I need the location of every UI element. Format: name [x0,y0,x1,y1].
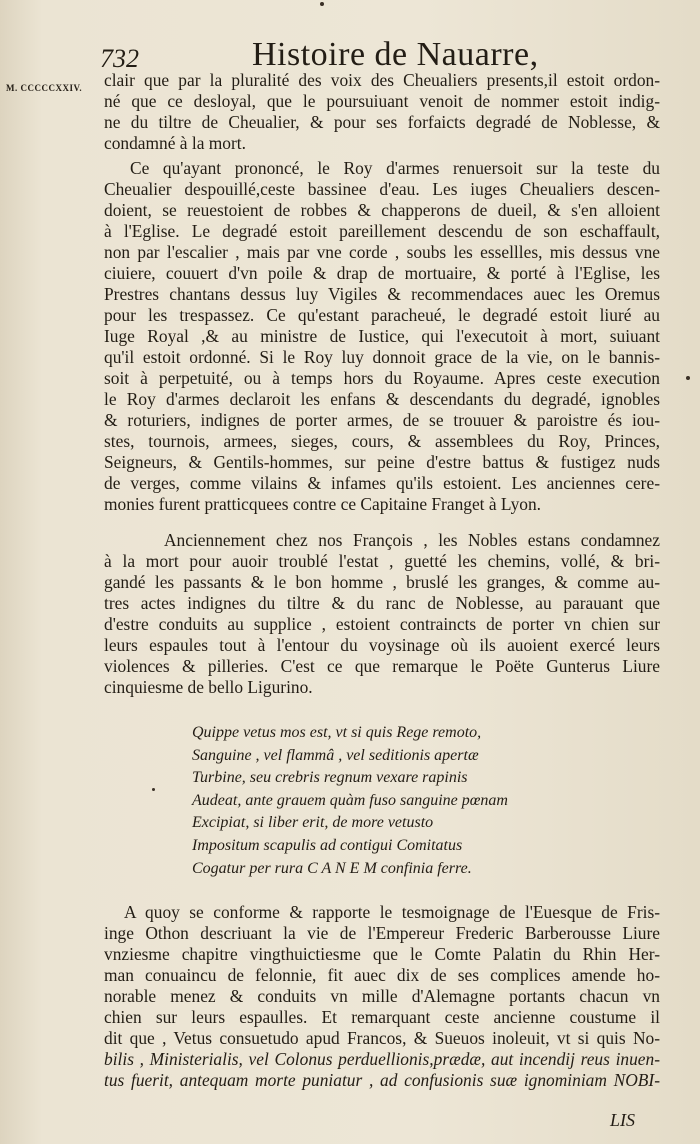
text-line: bilis , Ministerialis, vel Colonus perduellionis,prædæ, aut incendij reus inuen- [104,1049,660,1069]
text-line: clair que par la pluralité des voix des Cheualiers presents,il estoit ordon- [104,70,660,90]
text-line: d'estre conduits au supplice , estoient contraincts de porter vn chien sur [104,614,660,634]
text-line: tus fuerit, antequam morte puniatur , ad confusionis suæ ignominiam NOBI- [104,1070,660,1090]
text-line: à la mort pour auoir troublé l'estat , guetté les chemins, vollé, & bri- [104,551,660,571]
text-line: inge Othon descriuant la vie de l'Empereur Frederic Barberousse Liure [104,923,660,943]
text-line: qu'il estoit ordonné. Si le Roy luy donnoit grace de la vie, on le bannis- [104,347,660,367]
paragraph-2 [104,158,660,515]
text-line: Seigneurs, & Gentils-hommes, sur peine d'estre battus & fustigez nuds [104,452,660,472]
text-line: condamné à la mort. [104,133,246,153]
text-line: dit que , Vetus consuetudo apud Francos, & Sueuos inoleuit, vt si quis No- [104,1028,660,1048]
verse-line: Excipiat, si liber erit, de more vetusto [192,814,434,832]
text-line: monies furent pratticquees contre ce Capitaine Franget à Lyon. [104,494,542,514]
text-line: gandé les passants & le bon homme , bruslé les granges, & comme au- [104,572,660,592]
margin-note-year: M. CCCCCXXIV. [6,83,83,93]
verse-line: Turbine, seu crebris regnum vexare rapinis [192,769,468,787]
verse-line: Sanguine , vel flammâ , vel seditionis apertæ [192,746,479,764]
text-line: non par l'escalier , mais par vne corde , soubs les essellles, mis dessus vne [104,242,660,262]
text-line: chien sur leurs espaulles. Et remarquant ceste ancienne coustume il [104,1007,660,1027]
text-line: soit à perpetuité, ou à temps hors du Royaume. Apres ceste execution [104,368,660,388]
text-line: Ce qu'ayant prononcé, le Roy d'armes renuersoit sur la teste du [130,158,660,178]
ink-spot [320,2,324,6]
ink-spot [686,376,690,380]
text-line: A quoy se conforme & rapporte le tesmoignage de l'Euesque de Fris- [124,902,660,922]
paragraph-4 [104,902,660,1091]
text-line: Iuge Royal ,& au ministre de Iustice, qui l'executoit à mort, suiuant [104,326,660,346]
verse-line: Audeat, ante grauem quàm fuso sanguine pœnam [192,791,508,809]
text-line: de verges, comme vilains & infames qu'ils estoient. Les anciennes cere- [104,473,660,493]
text-line: man conuaincu de felonnie, fit auec dix de ses complices amende ho- [104,965,660,985]
ink-spot [152,788,155,791]
text-line: violences & pilleries. C'est ce que remarque le Poëte Gunterus Liure [104,656,660,676]
text-line: à l'Eglise. Le degradé estoit pareillement descendu de son eschaffault, [104,221,660,241]
text-line: né que ce desloyal, que le poursuiuant venoit de nommer estoit indig- [104,91,660,111]
paragraph-1 [104,70,660,154]
verse-line: Quippe vetus mos est, vt si quis Rege remoto, [192,724,482,741]
paragraph-3 [104,530,660,698]
page-number: 732 [100,44,139,73]
text-line: Cheualier despouillé,ceste bassinee d'eau. Les iuges Cheualiers descen- [104,179,660,199]
latin-verse [192,722,612,880]
text-line: stes, tournois, armees, sieges, cours, & assemblees du Roy, Princes, [104,431,660,451]
text-line: cinquiesme de bello Ligurino. [104,677,313,697]
page-header [100,30,660,74]
verse-line: Impositum scapulis ad contigui Comitatus [192,836,463,854]
running-title: Histoire de Nauarre, [252,36,539,73]
text-line: le Roy d'armes declaroit les enfans & descendants du degradé, ignobles [104,389,660,409]
text-line: & roturiers, indignes de porter armes, de se trouuer & paroistre és iou- [104,410,660,430]
text-line: vnziesme chapitre vingthuictiesme que le Comte Palatin du Rhin Her- [104,944,660,964]
text-line: tres actes indignes du tiltre & du ranc de Noblesse, au parauant que [104,593,660,613]
verse-line: Cogatur per rura C A N E M confinia ferre. [192,859,472,877]
text-line: norable menez & conduits vn mille d'Alemagne portants chacun vn [104,986,660,1006]
catchword: LIS [610,1110,636,1130]
text-line: ne du tiltre de Cheualier, & pour ses forfaicts degradé de Noblesse, & [104,112,660,132]
text-line: doient, se reuestoient de robbes & chapperons de dueil, & s'en alloient [104,200,660,220]
text-line: ciuiere, couuert d'vn poile & drap de mortuaire, & porté à l'Eglise, les [104,263,660,283]
text-line: pour les trespassez. Ce qu'estant paracheué, le degradé estoit liuré au [104,305,660,325]
text-line: Prestres chantans dessus luy Vigiles & recommendaces auec les Oremus [104,284,660,304]
text-line: leurs espaules tout à l'entour du voysinage où ils auoient exercé leurs [104,635,660,655]
text-line: Anciennement chez nos François , les Nobles estans condamnez [164,530,660,550]
